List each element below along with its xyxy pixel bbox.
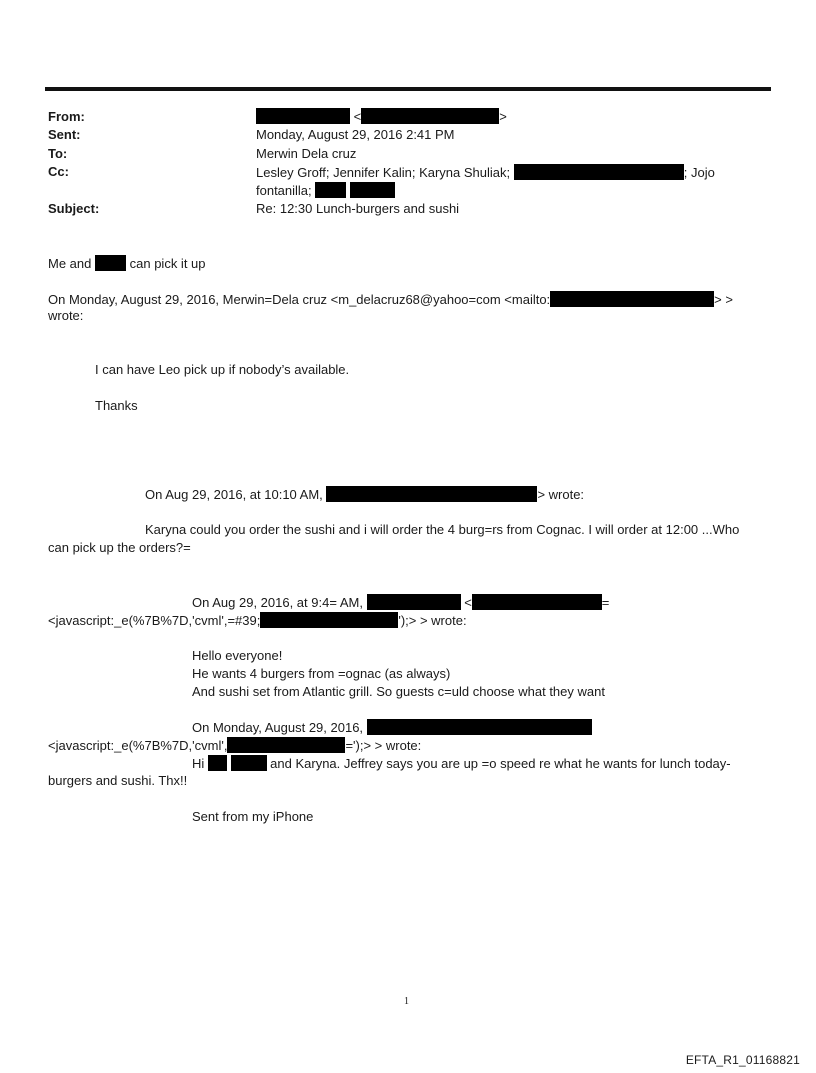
subject-label: Subject: [48, 201, 100, 216]
quote4-line2: burgers and sushi. Thx!! [48, 773, 188, 788]
quote3-line1: Hello everyone! [192, 648, 283, 663]
redaction-box [231, 755, 267, 771]
to-label: To: [48, 146, 68, 161]
quote4-js-end: =');> > wrote: [345, 738, 422, 753]
to-value: Merwin Dela cruz [256, 146, 357, 161]
redaction-box [472, 594, 602, 610]
quote3-line2: He wants 4 burgers from =ognac (as always) [192, 666, 451, 681]
cc-names: Lesley Groff; Jennifer Kalin; Karyna Shuliak; [256, 165, 511, 180]
quote4-hi: Hi [192, 756, 205, 771]
subject-value: Re: 12:30 Lunch-burgers and sushi [256, 201, 460, 216]
redaction-box [95, 255, 126, 271]
cc-names-continued: ; Jojo [683, 165, 715, 180]
signature: Sent from my iPhone [192, 809, 314, 824]
quote4-js-line [48, 737, 421, 753]
header-rule [45, 87, 771, 91]
cc-value-line2 [256, 182, 395, 198]
quote2-line1: Karyna could you order the sushi and i will order the 4 burg=rs from Cognac. I will order at 12:00 ...Who [145, 522, 740, 537]
quote4-header [192, 719, 592, 735]
page-number: 1 [404, 996, 409, 1007]
reply-text-b: can pick it up [129, 256, 206, 271]
quote3-line3: And sushi set from Atlantic grill. So guests c=uld choose what they want [192, 684, 605, 699]
redaction-box [326, 486, 537, 502]
redaction-box [227, 737, 345, 753]
quote1-line1: I can have Leo pick up if nobody’s available. [95, 362, 350, 377]
quote3-header-eq: = [601, 595, 610, 610]
quote3-header-lt: < [464, 595, 472, 610]
redaction-box [367, 594, 461, 610]
quote4-js-text: <javascript:_e(%7B%7D,'cvml', [48, 738, 228, 753]
quote3-header [192, 594, 609, 610]
cc-names-line2: fontanilla; [256, 183, 312, 198]
quote2-line2: can pick up the orders?= [48, 540, 191, 555]
redaction-box [550, 291, 714, 307]
redaction-box [208, 755, 227, 771]
quote3-js-line [48, 612, 467, 628]
redaction-box [260, 612, 398, 628]
cc-value-line1 [256, 164, 715, 180]
quote1-header-wrote: wrote: [48, 308, 84, 323]
from-label: From: [48, 109, 85, 124]
reply-text-a: Me and [48, 256, 92, 271]
sent-value: Monday, August 29, 2016 2:41 PM [256, 127, 455, 142]
quote3-header-text: On Aug 29, 2016, at 9:4= AM, [192, 595, 363, 610]
sent-label: Sent: [48, 127, 81, 142]
quote2-header-text: On Aug 29, 2016, at 10:10 AM, [145, 487, 323, 502]
cc-label: Cc: [48, 164, 69, 179]
quote2-header-end: > wrote: [537, 487, 585, 502]
reply-line [48, 255, 206, 271]
quote1-line2: Thanks [95, 398, 138, 413]
quote4-header-text: On Monday, August 29, 2016, [192, 720, 364, 735]
redaction-box [315, 182, 346, 198]
quote1-header-line [48, 291, 733, 307]
quote4-line1 [192, 755, 731, 771]
quote3-js-end: ');> > wrote: [398, 613, 467, 628]
redaction-box [361, 108, 499, 124]
redaction-box [256, 108, 350, 124]
quote3-js-text: <javascript:_e(%7B%7D,'cvml',=#39; [48, 613, 261, 628]
redaction-box [367, 719, 592, 735]
from-email-close: > [499, 109, 507, 124]
from-value [256, 108, 507, 124]
quote1-header-text: On Monday, August 29, 2016, Merwin=Dela cruz <m_delacruz68@yahoo=com <mailto: [48, 292, 551, 307]
quote4-line1-text: and Karyna. Jeffrey says you are up =o speed re what he wants for lunch today- [270, 756, 731, 771]
quote1-header-end: > > [714, 292, 733, 307]
redaction-box [350, 182, 395, 198]
redaction-box [514, 164, 684, 180]
quote2-header [145, 486, 584, 502]
bates-number: EFTA_R1_01168821 [685, 1053, 800, 1067]
from-email-open: < [353, 109, 362, 124]
